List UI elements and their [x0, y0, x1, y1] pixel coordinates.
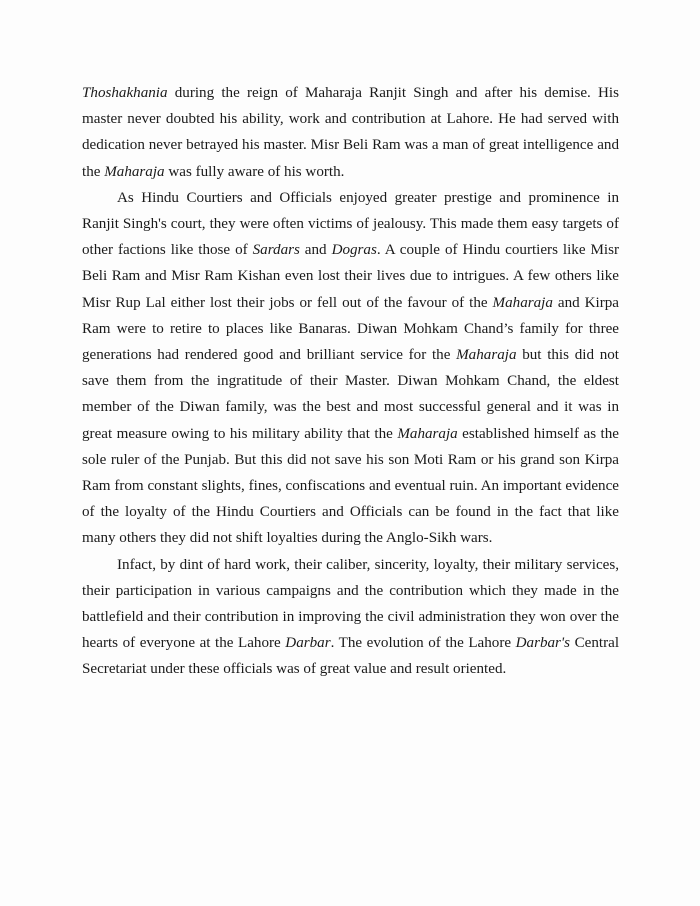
- italic-term: Maharaja: [397, 425, 458, 442]
- text-run: Central Secretariat under these officials was of great value and result oriented.: [82, 635, 620, 678]
- italic-term: Dogras: [331, 242, 377, 259]
- text-run: and: [299, 242, 332, 259]
- text-run: . The evolution of the Lahore: [330, 635, 516, 652]
- paragraph: [82, 552, 619, 683]
- paragraph: [82, 185, 619, 552]
- italic-term: Darbar: [285, 635, 331, 652]
- text-run: during the reign of Maharaja Ranjit Singh and after his demise. His master never doubted his ability, work and contribution at Lahore. He had served with dedication never betrayed his master. Misr Beli Ram was a man of great intelligence and the: [82, 85, 619, 180]
- italic-term: Maharaja: [492, 294, 553, 311]
- text-run: was fully aware of his worth.: [164, 163, 345, 180]
- italic-term: Darbar's: [515, 635, 571, 652]
- italic-term: Maharaja: [104, 163, 165, 180]
- text-run: Infact, by dint of hard work, their caliber, sincerity, loyalty, their military services, their participation in various campaigns and the contribution which they made in the battlefield and their contribution in improving the civil administration they won over the hearts of everyone at the Lahore: [82, 556, 619, 652]
- italic-term: Thoshakhania: [82, 85, 168, 101]
- text-run: . A couple of Hindu courtiers like Misr Beli Ram and Misr Ram Kishan even lost their lives due to intrigues. A few others like Misr Rup Lal either lost their jobs or fell out of the favour of the: [82, 242, 620, 311]
- paragraph: [82, 80, 619, 185]
- italic-term: Sardars: [252, 242, 300, 259]
- text-run: but this did not save them from the ingratitude of their Master. Diwan Mohkam Chand, the eldest member of the Diwan family, was the best and most successful general and it was in great measure owing to his military ability that the: [82, 347, 619, 442]
- text-run: and Kirpa Ram were to retire to places like Banaras. Diwan Mohkam Chand’s family for three generations had rendered good and brilliant service for the: [82, 294, 619, 364]
- text-run: established himself as the sole ruler of the Punjab. But this did not save his son Moti Ram or his grand son Kirpa Ram from constant slights, fines, confiscations and eventual ruin. An important evidence of the loyalty of the Hindu Courtiers and Officials can be found in the fact that like many others they did not shift loyalties during the Anglo-Sikh wars.: [82, 425, 619, 547]
- text-run: As Hindu Courtiers and Officials enjoyed greater prestige and prominence in Ranjit Singh's court, they were often victims of jealousy. This made them easy targets of other factions like those of: [82, 189, 619, 259]
- body-text-column: [82, 80, 619, 683]
- italic-term: Maharaja: [456, 347, 517, 364]
